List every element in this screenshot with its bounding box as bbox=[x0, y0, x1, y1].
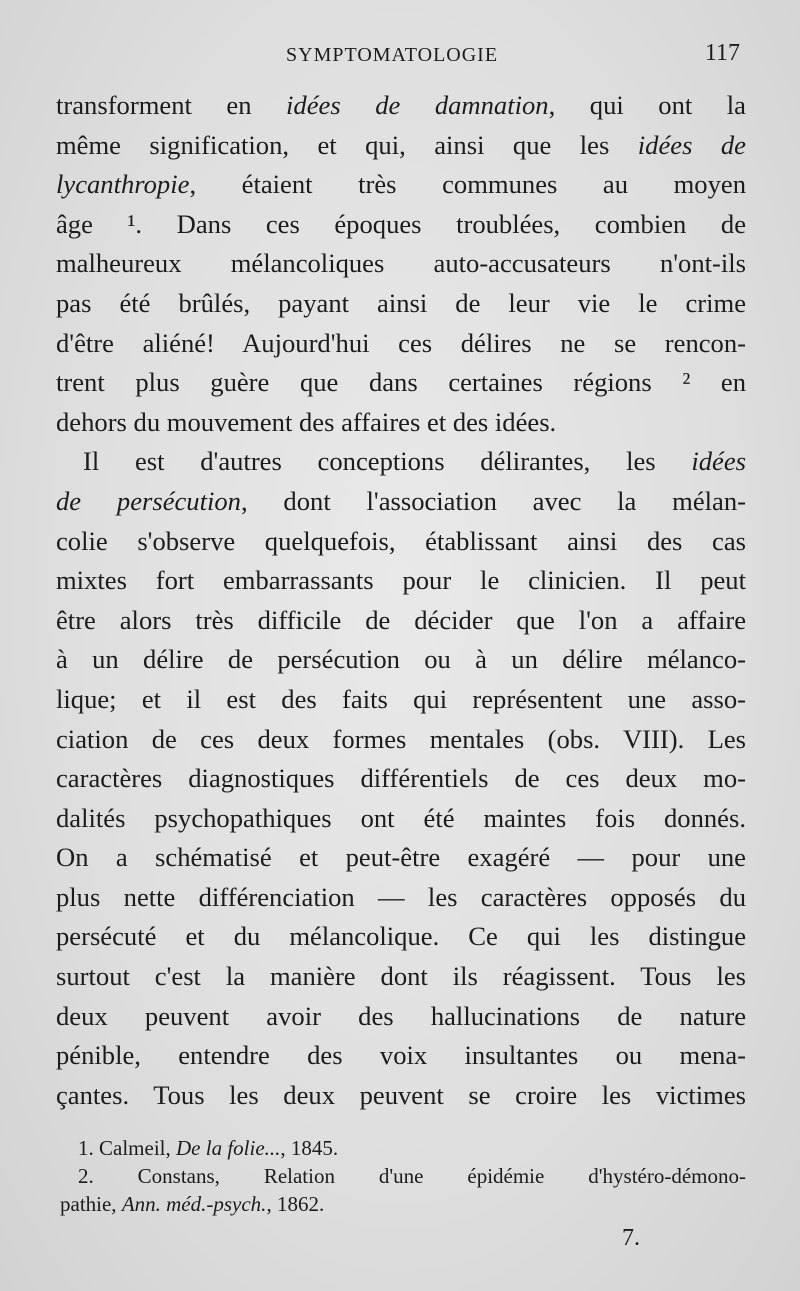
text-line: mixtes fort embarrassants pour le clinicien. Il peut bbox=[56, 565, 746, 596]
text-line: surtout c'est la manière dont ils réagissent. Tous les bbox=[56, 961, 746, 992]
text-line: On a schématisé et peut-être exagéré — pour une bbox=[56, 842, 746, 873]
text-line: transforment en idées de damnation, qui ont la bbox=[56, 90, 746, 120]
body-text bbox=[56, 86, 746, 1115]
text-line: çantes. Tous les deux peuvent se croire les victimes bbox=[56, 1079, 746, 1110]
text-line: ciation de ces deux formes mentales (obs. VIII). Les bbox=[56, 723, 746, 754]
text-line: dehors du mouvement des affaires et des idées. bbox=[56, 406, 557, 437]
text-line: à un délire de persécution ou à un délire mélanco- bbox=[56, 644, 746, 675]
footnote-2-continuation: pathie, Ann. méd.-psych., 1862. bbox=[60, 1192, 325, 1216]
text-line: être alors très difficile de décider que l'on a affaire bbox=[56, 604, 746, 635]
text-line: pénible, entendre des voix insultantes ou mena- bbox=[56, 1040, 746, 1071]
text-line: dalités psychopathiques ont été maintes fois donnés. bbox=[56, 802, 746, 833]
text-line: de persécution, dont l'association avec la mélan- bbox=[56, 485, 747, 516]
text-line: plus nette différenciation — les caractères opposés du bbox=[56, 881, 746, 912]
text-line: lique; et il est des faits qui représentent une asso- bbox=[56, 683, 746, 714]
page-number: 117 bbox=[704, 40, 740, 66]
text-line: trent plus guère que dans certaines régions ² en bbox=[56, 367, 746, 398]
text-line: malheureux mélancoliques auto-accusateurs n'ont-ils bbox=[56, 248, 746, 279]
text-line: âge ¹. Dans ces époques troublées, combien de bbox=[56, 208, 746, 239]
footnotes bbox=[60, 1134, 746, 1218]
footnote-2: 2. Constans, Relation d'une épidémie d'hystéro-démono- bbox=[78, 1164, 746, 1188]
text-line: d'être aliéné! Aujourd'hui ces délires ne se rencon- bbox=[56, 327, 746, 358]
text-line: lycanthropie, étaient très communes au moyen bbox=[56, 169, 746, 200]
text-line: Il est d'autres conceptions délirantes, les idées bbox=[83, 446, 746, 477]
text-line: pas été brûlés, payant ainsi de leur vie le crime bbox=[56, 287, 746, 318]
signature-mark: 7. bbox=[622, 1225, 640, 1251]
text-line: caractères diagnostiques différentiels de ces deux mo- bbox=[56, 763, 746, 794]
text-line: colie s'observe quelquefois, établissant ainsi des cas bbox=[56, 525, 746, 556]
footnote-1: 1. Calmeil, De la folie..., 1845. bbox=[78, 1136, 339, 1160]
running-title: SYMPTOMATOLOGIE bbox=[286, 44, 499, 66]
text-line: persécuté et du mélancolique. Ce qui les distingue bbox=[56, 921, 746, 952]
page-header bbox=[56, 40, 740, 74]
text-line: deux peuvent avoir des hallucinations de nature bbox=[56, 1000, 746, 1031]
text-line: même signification, et qui, ainsi que les idées de bbox=[56, 129, 746, 160]
